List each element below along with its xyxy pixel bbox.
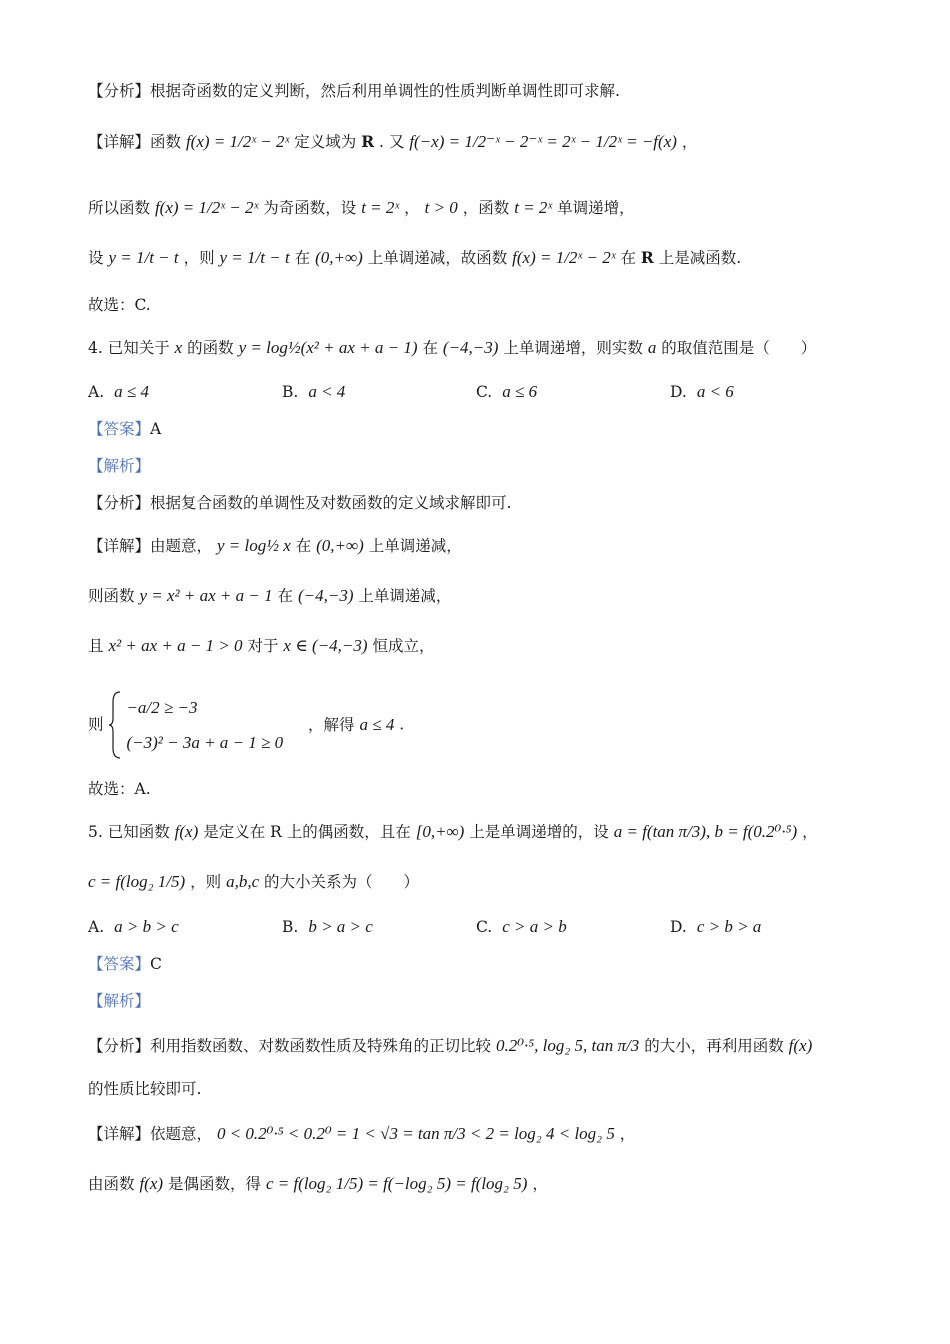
analysis-text: 【分析】根据奇函数的定义判断，然后利用单调性的性质判断单调性即可求解. (88, 82, 620, 100)
option-label: B. (282, 383, 299, 401)
q4-analysis (88, 494, 511, 513)
formula-log-function: y = log½(x² + ax + a − 1) (238, 338, 418, 357)
option-label: D. (670, 918, 687, 936)
text: 上单调递减， (368, 537, 462, 555)
formula-abc: a,b,c (226, 872, 260, 891)
formula-quadratic: y = x² + ax + a − 1 (139, 586, 273, 605)
formula-fx: f(x) (174, 822, 199, 841)
system-row-1: −a/2 ≥ −3 (126, 698, 198, 717)
option-label: A. (88, 918, 105, 936)
formula-result: a ≤ 4 (359, 714, 395, 734)
text: ，则 (190, 873, 222, 891)
jiexi-tag: 【解析】 (88, 457, 151, 475)
formula-fx-def: f(x) = 1/2ˣ − 2ˣ (512, 248, 616, 267)
text: 【分析】利用指数函数、对数函数性质及特殊角的正切比较 (88, 1037, 492, 1055)
detail-line-2 (88, 198, 635, 218)
text: 5. 已知函数 (88, 823, 170, 841)
text: 是偶函数，得 (167, 1175, 261, 1193)
q5-analysis-2 (88, 1080, 201, 1099)
option-label: C. (476, 918, 493, 936)
text: 则函数 (88, 587, 135, 605)
text: 的性质比较即可. (88, 1080, 202, 1098)
option-label: A. (88, 383, 105, 401)
var-x: x (174, 338, 183, 357)
formula-t: t = 2ˣ (361, 198, 400, 217)
option-value: a < 4 (308, 382, 346, 401)
formula-interval: (−4,−3) (297, 586, 354, 605)
text: 设 (88, 249, 104, 267)
text: 4. 已知关于 (88, 339, 170, 357)
text: 上是减函数. (658, 249, 742, 267)
q5-jiexi (88, 992, 150, 1011)
option-label: C. (476, 383, 493, 401)
q4-detail-1 (88, 536, 462, 556)
text: 上的偶函数，且在 (286, 823, 411, 841)
text: 在 (422, 339, 438, 357)
formula-interval: x ∈ (−4,−3) (283, 636, 368, 655)
text: 在 (295, 537, 312, 555)
text: 恒成立， (372, 637, 435, 655)
text: 【详解】依题意， (88, 1125, 213, 1143)
text: ， (404, 199, 420, 217)
text: 的大小，再利用函数 (644, 1037, 784, 1055)
formula-t-positive: t > 0 (424, 198, 458, 217)
option-label: D. (670, 383, 687, 401)
text: 对于 (247, 637, 279, 655)
text: . 又 (379, 133, 405, 151)
text: 在 (620, 249, 636, 267)
q5-option-a (88, 917, 179, 937)
option-value: c > b > a (696, 917, 762, 936)
q4-jiexi (88, 457, 150, 476)
text: . (399, 715, 405, 734)
formula-a-b: a = f(tan π/3), b = f(0.2⁰·⁵) (613, 822, 798, 841)
text: 单调递增， (557, 199, 635, 217)
answer-tag: 【答案】 (88, 420, 151, 438)
formula-log: y = log½ x (216, 536, 291, 555)
q4-option-a (88, 382, 149, 402)
option-value: a ≤ 6 (502, 382, 538, 401)
formula-fx-def: f(x) = 1/2ˣ − 2ˣ (154, 198, 259, 217)
formula-interval: (0,+∞) (315, 248, 363, 267)
var-a: a (647, 338, 657, 357)
formula-t: t = 2ˣ (514, 198, 553, 217)
q5-option-d (670, 917, 761, 937)
analysis-text: 【分析】根据复合函数的单调性及对数函数的定义域求解即可. (88, 494, 512, 512)
analysis-line (88, 82, 620, 101)
answer-value: C (150, 955, 162, 973)
option-value: b > a > c (308, 917, 373, 936)
real-set: R (270, 823, 282, 841)
detail-line-1 (88, 132, 697, 152)
q4-option-d (670, 382, 734, 402)
real-set: R (361, 132, 375, 151)
q4-detail-3 (88, 636, 435, 656)
q4-option-b (282, 382, 345, 402)
text: ， (681, 133, 698, 151)
selection-line (88, 296, 151, 315)
question-4 (88, 338, 816, 358)
text: 是定义在 (203, 823, 266, 841)
q5-detail-1 (88, 1124, 635, 1144)
text: 上单调递增，则实数 (503, 339, 643, 357)
answer-tag: 【答案】 (88, 955, 151, 973)
formula-fx: f(x) (139, 1174, 164, 1193)
text: 为奇函数，设 (263, 199, 357, 217)
q4-detail-2 (88, 586, 451, 606)
q4-detail-4 (88, 690, 404, 760)
text: 所以函数 (88, 199, 151, 217)
option-label: B. (282, 918, 299, 936)
jiexi-tag: 【解析】 (88, 992, 151, 1010)
text: ，函数 (462, 199, 510, 217)
q4-option-c (476, 382, 537, 402)
formula-c-value: c = f(log₂ 1/5) = f(−log₂ 5) = f(log₂ 5) (265, 1174, 528, 1193)
text: ， (619, 1125, 636, 1143)
text: 定义域为 (294, 133, 357, 151)
question-5-line-2 (88, 872, 419, 892)
q5-option-c (476, 917, 567, 937)
text: ，解得 (308, 715, 355, 734)
left-brace-icon (108, 690, 122, 760)
formula-y: y = 1/t − t (219, 248, 290, 267)
question-5 (88, 822, 818, 842)
q4-answer (88, 420, 161, 439)
q5-analysis (88, 1036, 812, 1056)
q5-option-b (282, 917, 373, 937)
detail-label: 【详解】函数 (88, 133, 182, 151)
equation-system (108, 690, 283, 760)
text: 在 (277, 587, 294, 605)
q4-selection (88, 780, 151, 799)
system-row-2: (−3)² − 3a + a − 1 ≥ 0 (126, 733, 284, 752)
formula-odd-check: f(−x) = 1/2⁻ˣ − 2⁻ˣ = 2ˣ − 1/2ˣ = −f(x) (409, 132, 677, 151)
formula-compare: 0.2⁰·⁵, log₂ 5, tan π/3 (495, 1036, 640, 1055)
text: ，则 (183, 249, 215, 267)
formula-fx: f(x) (788, 1036, 813, 1055)
text: ， (802, 823, 818, 841)
formula-fx-def: f(x) = 1/2ˣ − 2ˣ (185, 132, 290, 151)
real-set: R (640, 248, 654, 267)
text: 的取值范围是（ ） (661, 339, 817, 357)
formula-chain: 0 < 0.2⁰·⁵ < 0.2⁰ = 1 < √3 = tan π/3 < 2 = log₂ 4 < log₂ 5 (216, 1124, 615, 1143)
text: 的大小关系为（ ） (264, 873, 420, 891)
option-value: a < 6 (696, 382, 734, 401)
formula-interval: (−4,−3) (442, 338, 499, 357)
text: 在 (294, 249, 311, 267)
q5-answer (88, 955, 162, 974)
option-value: c > a > b (502, 917, 567, 936)
formula-interval: [0,+∞) (415, 822, 465, 841)
formula-interval: (0,+∞) (316, 536, 364, 555)
formula-inequality: x² + ax + a − 1 > 0 (108, 636, 243, 655)
text: 上单调递减， (358, 587, 452, 605)
text: 且 (88, 637, 104, 655)
q5-detail-2 (88, 1174, 548, 1194)
text: 则 (88, 715, 104, 734)
text: ， (532, 1175, 548, 1193)
formula-y: y = 1/t − t (108, 248, 179, 267)
selection-text: 故选：C. (88, 296, 151, 314)
option-value: a ≤ 4 (114, 382, 149, 401)
formula-c: c = f(log₂ 1/5) (88, 872, 186, 891)
text: 上是单调递增的，设 (469, 823, 609, 841)
answer-value: A (150, 420, 162, 438)
option-value: a > b > c (114, 917, 179, 936)
detail-line-3 (88, 248, 741, 268)
text: 上单调递减，故函数 (367, 249, 508, 267)
text: 【详解】由题意， (88, 537, 213, 555)
text: 由函数 (88, 1175, 135, 1193)
selection-text: 故选：A. (88, 780, 151, 798)
text: 的函数 (187, 339, 234, 357)
